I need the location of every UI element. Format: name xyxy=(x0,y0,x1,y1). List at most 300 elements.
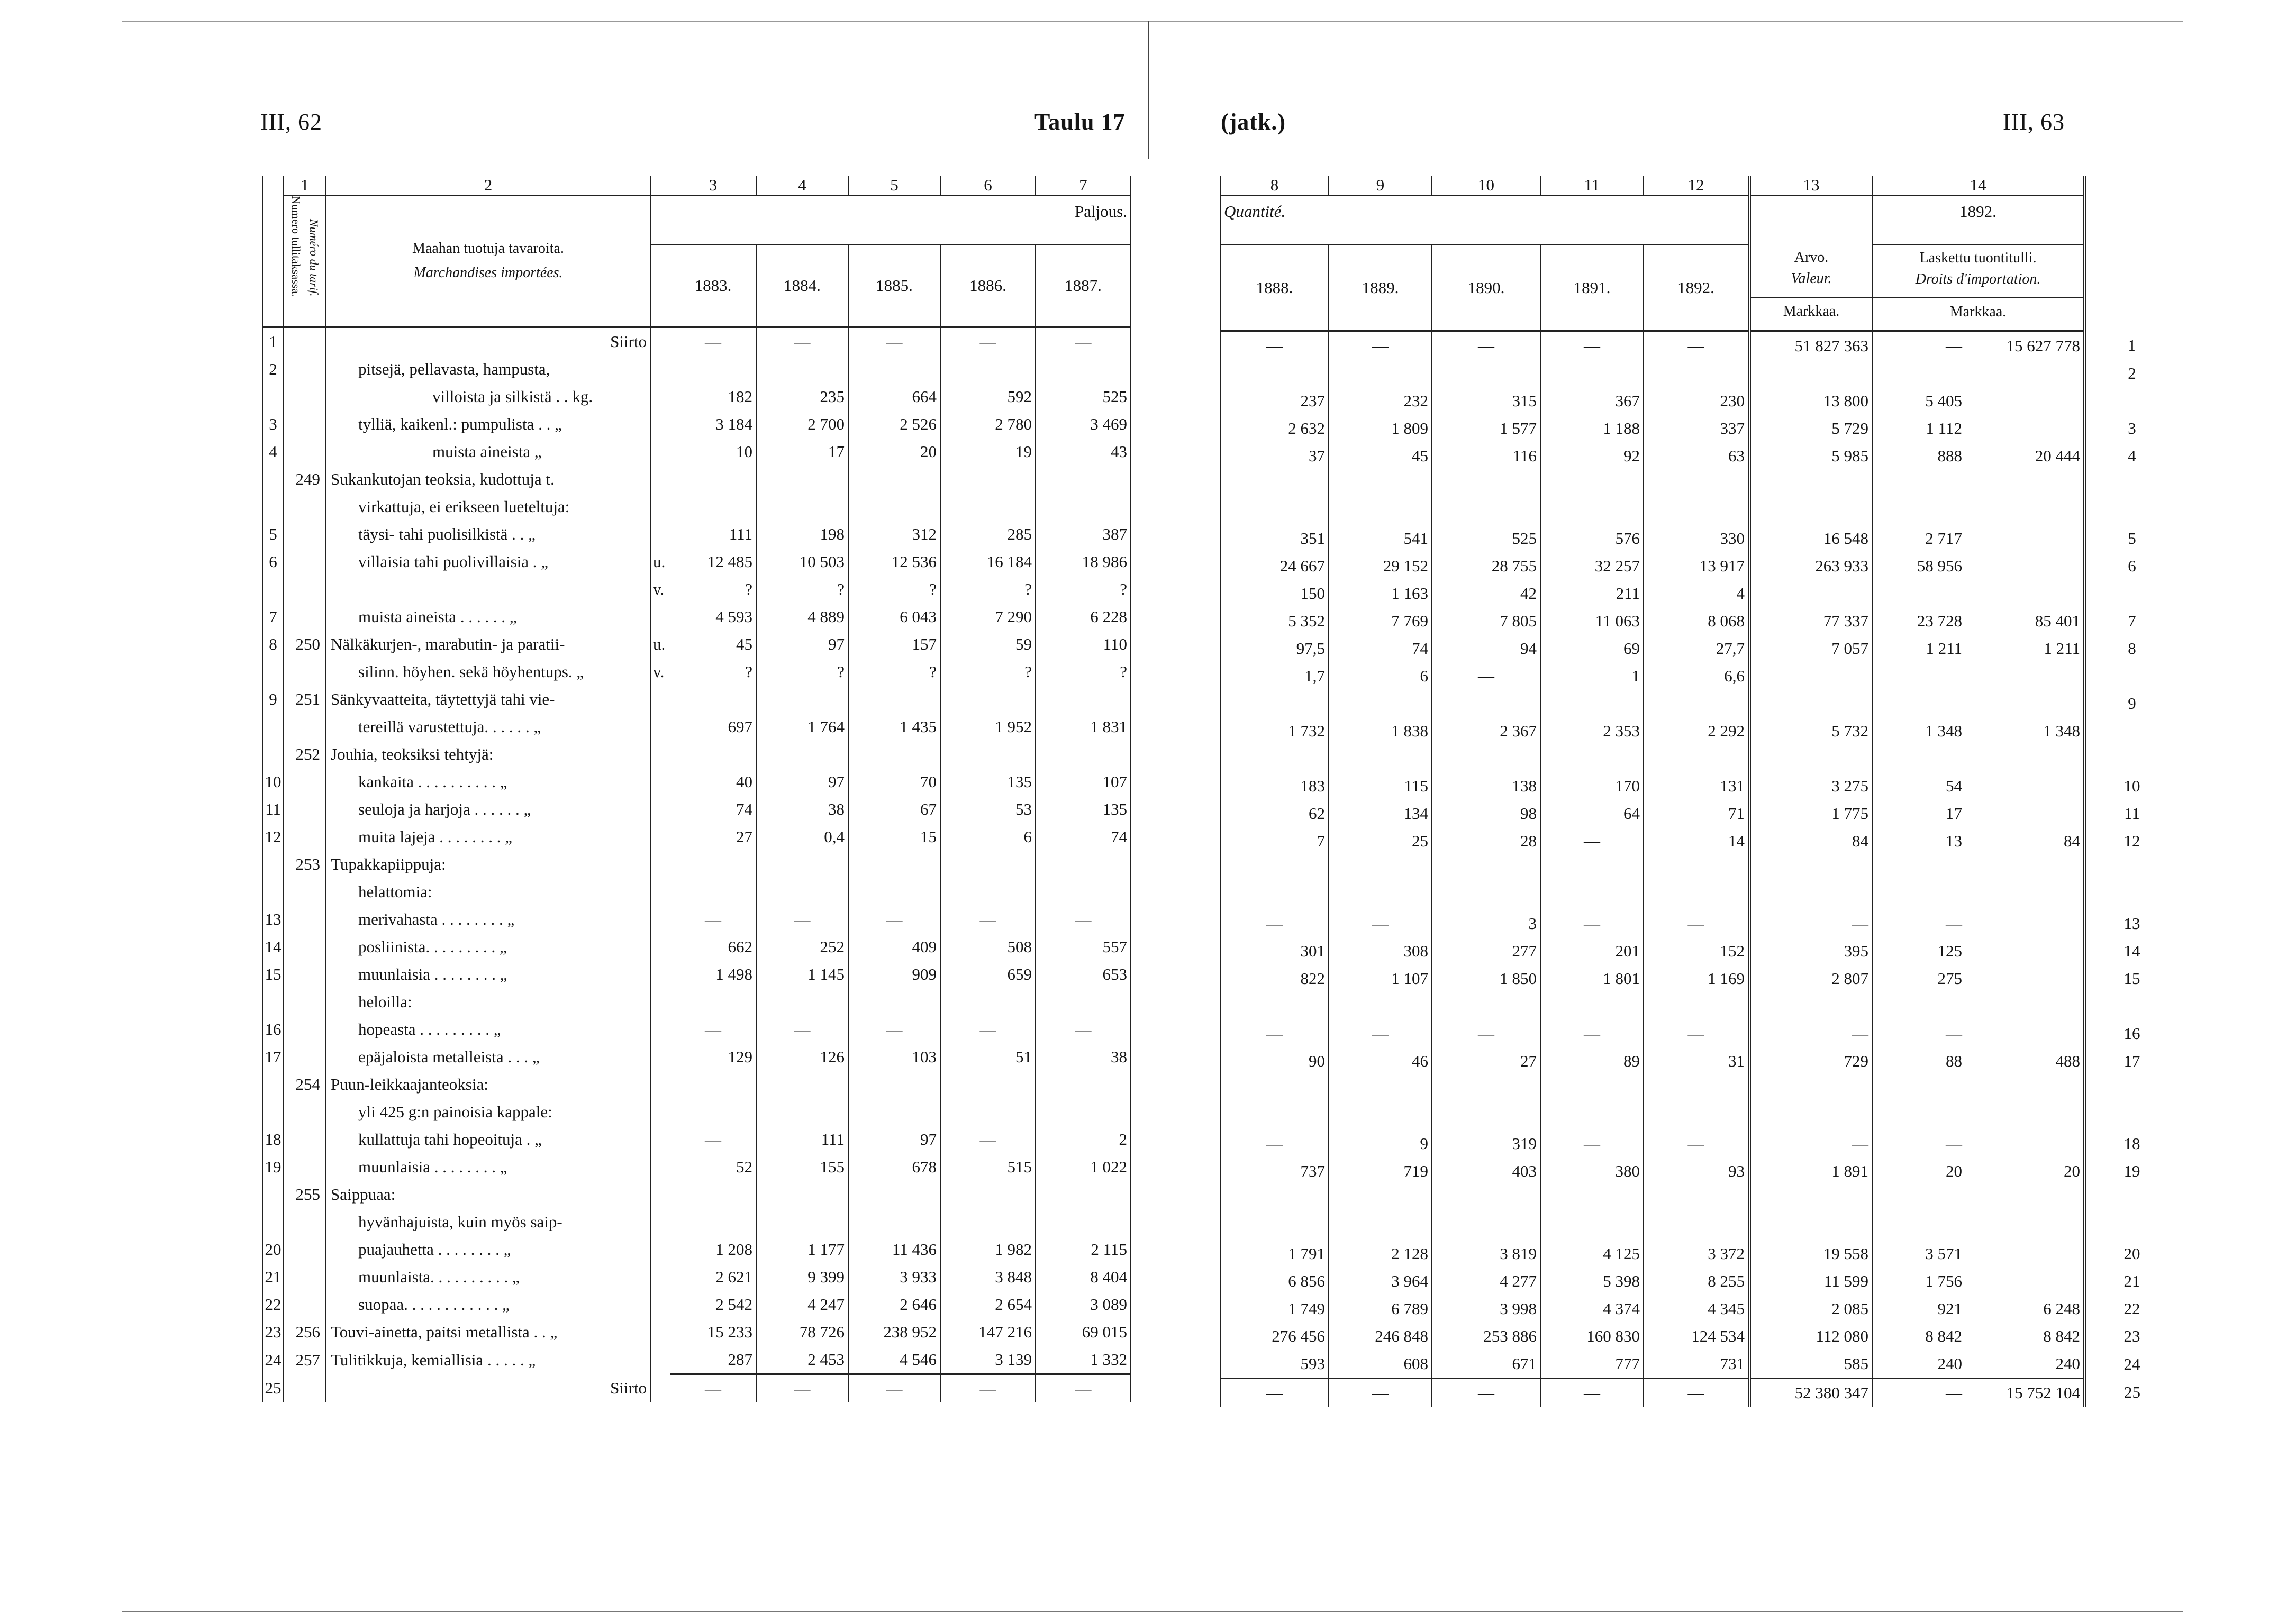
quantity-cell: 230 xyxy=(1644,387,1749,415)
row-number xyxy=(262,383,284,411)
unit-marker xyxy=(650,988,670,1016)
unit-marker xyxy=(650,686,670,713)
year-header: 1883. xyxy=(670,245,756,327)
quantity-cell: 9 xyxy=(1329,1130,1432,1158)
quantity-cell xyxy=(1036,466,1131,493)
quantity-cell: 15 233 xyxy=(670,1318,756,1346)
duty-total-cell xyxy=(1965,855,2085,882)
unit-marker xyxy=(650,823,670,851)
quantity-cell xyxy=(670,741,756,768)
tariff-number xyxy=(284,411,326,438)
item-description: Jouhia, teoksiksi tehtyjä: xyxy=(326,741,650,768)
quantity-header-fi: Paljous. xyxy=(650,195,1131,245)
unit-marker xyxy=(650,768,670,796)
quantity-cell: — xyxy=(1220,910,1329,937)
tariff-number xyxy=(284,906,326,933)
quantity-cell: 4 xyxy=(1644,580,1749,607)
quantity-cell: 678 xyxy=(848,1153,940,1181)
table-row xyxy=(1220,937,2178,965)
row-number: 3 xyxy=(2128,419,2136,438)
item-description: pitsejä, pellavasta, hampusta, xyxy=(326,356,650,383)
tariff-number xyxy=(284,327,326,356)
table-row xyxy=(262,933,1131,961)
quantity-cell: 319 xyxy=(1432,1130,1540,1158)
duty-cell: 888 xyxy=(1937,446,1962,465)
duty-total-cell: 240 xyxy=(1965,1350,2085,1379)
row-number: 18 xyxy=(262,1126,284,1153)
row-number xyxy=(262,658,284,686)
row-number xyxy=(262,878,284,906)
quantity-cell: 43 xyxy=(1036,438,1131,466)
value-header-fi: Arvo. xyxy=(1794,249,1829,266)
table-row xyxy=(262,466,1131,493)
quantity-cell: 27 xyxy=(1432,1047,1540,1075)
row-number: 4 xyxy=(262,438,284,466)
duty-cell: 125 xyxy=(1937,942,1962,960)
duty-cell xyxy=(1872,1102,1965,1130)
item-description: Touvi-ainetta, paitsi metallista . . „ xyxy=(326,1318,650,1346)
quantity-cell xyxy=(1540,497,1644,525)
quantity-cell: 69 015 xyxy=(1036,1318,1131,1346)
row-number: 18 xyxy=(2123,1134,2140,1153)
row-number xyxy=(2085,992,2178,1020)
quantity-cell xyxy=(1432,360,1540,387)
duty-cell xyxy=(1872,882,1965,910)
unit-marker xyxy=(650,933,670,961)
quantity-cell: 5 352 xyxy=(1220,607,1329,635)
item-description: Siirto xyxy=(326,1374,650,1403)
value-cell: 84 xyxy=(1749,827,1872,855)
duty-total-cell xyxy=(1965,882,2085,910)
quantity-cell: 6 xyxy=(1329,662,1432,690)
quantity-cell: — xyxy=(848,906,940,933)
quantity-cell: 157 xyxy=(848,631,940,658)
year-header: 1887. xyxy=(1036,245,1131,327)
quantity-cell xyxy=(670,466,756,493)
quantity-cell: 2 654 xyxy=(940,1291,1036,1318)
duty-cell: 1 112 xyxy=(1926,419,1962,438)
value-cell xyxy=(1749,1102,1872,1130)
row-number: 11 xyxy=(2124,804,2140,823)
quantity-cell: 40 xyxy=(670,768,756,796)
quantity-cell xyxy=(1432,745,1540,772)
top-rule xyxy=(1151,21,2183,22)
quantity-cell xyxy=(1036,686,1131,713)
row-number xyxy=(2085,882,2178,910)
row-number xyxy=(262,576,284,603)
value-cell xyxy=(1749,1185,1872,1213)
row-number: 2 xyxy=(262,356,284,383)
row-number: 8 xyxy=(2128,639,2136,658)
quantity-cell: 235 xyxy=(756,383,848,411)
quantity-cell: — xyxy=(940,327,1036,356)
quantity-cell: 74 xyxy=(1329,635,1432,662)
quantity-cell: 198 xyxy=(756,521,848,548)
quantity-cell xyxy=(670,493,756,521)
quantity-cell xyxy=(756,1071,848,1098)
quantity-cell xyxy=(1220,1213,1329,1240)
table-row xyxy=(262,878,1131,906)
quantity-cell: 1 791 xyxy=(1220,1240,1329,1268)
quantity-cell xyxy=(848,741,940,768)
col-number: 4 xyxy=(756,176,848,195)
quantity-cell: 89 xyxy=(1540,1047,1644,1075)
duty-cell: 23 728 xyxy=(1917,612,1962,630)
quantity-cell: 1 764 xyxy=(756,713,848,741)
quantity-cell: 1,7 xyxy=(1220,662,1329,690)
item-description: muunlaista. . . . . . . . . . „ xyxy=(326,1263,650,1291)
quantity-cell xyxy=(1540,360,1644,387)
table-row xyxy=(262,383,1131,411)
table-row xyxy=(1220,965,2178,992)
quantity-cell: 116 xyxy=(1432,442,1540,470)
quantity-cell: — xyxy=(1036,1016,1131,1043)
quantity-cell: 11 063 xyxy=(1540,607,1644,635)
table-row xyxy=(1220,992,2178,1020)
duty-header-fr: Droits d'importation. xyxy=(1915,271,2041,287)
quantity-cell: 2 353 xyxy=(1540,717,1644,745)
duty-cell xyxy=(1872,470,1965,497)
row-number: 16 xyxy=(2123,1024,2140,1043)
table-row xyxy=(262,851,1131,878)
quantity-cell: 4 889 xyxy=(756,603,848,631)
row-number: 20 xyxy=(2123,1244,2140,1263)
quantity-cell: — xyxy=(1036,327,1131,356)
table-row xyxy=(1220,525,2178,552)
duty-cell xyxy=(1872,360,1965,387)
value-cell xyxy=(1749,745,1872,772)
quantity-cell xyxy=(670,1181,756,1208)
value-cell: 11 599 xyxy=(1749,1268,1872,1295)
col-number: 3 xyxy=(670,176,756,195)
quantity-cell: 27 xyxy=(670,823,756,851)
quantity-cell: 3 372 xyxy=(1644,1240,1749,1268)
unit-marker xyxy=(650,1346,670,1374)
item-description: täysi- tahi puolisilkistä . . „ xyxy=(326,521,650,548)
quantity-cell xyxy=(848,851,940,878)
item-description: muita lajeja . . . . . . . . „ xyxy=(326,823,650,851)
year-header: 1889. xyxy=(1329,245,1432,331)
quantity-cell: 131 xyxy=(1644,772,1749,800)
value-cell: 77 337 xyxy=(1749,607,1872,635)
quantity-cell: 25 xyxy=(1329,827,1432,855)
value-cell: 2 085 xyxy=(1749,1295,1872,1323)
quantity-cell xyxy=(756,466,848,493)
duty-total-cell xyxy=(1965,992,2085,1020)
tariff-number xyxy=(284,603,326,631)
quantity-cell: — xyxy=(1220,1379,1329,1407)
col-number: 14 xyxy=(1872,176,2085,195)
quantity-cell: 253 886 xyxy=(1432,1323,1540,1350)
quantity-cell: 7 805 xyxy=(1432,607,1540,635)
table-row xyxy=(262,1043,1131,1071)
quantity-cell: 1 177 xyxy=(756,1236,848,1263)
table-row xyxy=(1220,607,2178,635)
value-cell: 729 xyxy=(1749,1047,1872,1075)
row-number: 17 xyxy=(262,1043,284,1071)
row-number xyxy=(262,466,284,493)
item-description: Saippuaa: xyxy=(326,1181,650,1208)
quantity-cell: 697 xyxy=(670,713,756,741)
row-number: 23 xyxy=(262,1318,284,1346)
value-cell xyxy=(1749,992,1872,1020)
quantity-cell: 3 998 xyxy=(1432,1295,1540,1323)
quantity-cell: 46 xyxy=(1329,1047,1432,1075)
quantity-cell xyxy=(1329,882,1432,910)
quantity-header-fr: Quantité. xyxy=(1220,195,1749,245)
quantity-cell: 2 632 xyxy=(1220,415,1329,442)
quantity-cell xyxy=(1644,1185,1749,1213)
quantity-cell: 777 xyxy=(1540,1350,1644,1379)
quantity-cell xyxy=(1036,1208,1131,1236)
duty-cell: 88 xyxy=(1946,1052,1962,1070)
quantity-cell xyxy=(1644,992,1749,1020)
table-row xyxy=(1220,387,2178,415)
tariff-number xyxy=(284,493,326,521)
tariff-number xyxy=(284,1263,326,1291)
col-number: 10 xyxy=(1432,176,1540,195)
table-row xyxy=(1220,1240,2178,1268)
tariff-number xyxy=(284,988,326,1016)
unit-marker xyxy=(650,851,670,878)
quantity-cell xyxy=(670,686,756,713)
quantity-cell: 380 xyxy=(1540,1158,1644,1185)
tariff-number xyxy=(284,713,326,741)
quantity-cell: — xyxy=(848,1374,940,1403)
quantity-cell: 3 089 xyxy=(1036,1291,1131,1318)
value-cell: 5 985 xyxy=(1749,442,1872,470)
table-row xyxy=(262,1346,1131,1374)
quantity-cell xyxy=(1644,690,1749,717)
item-description: muista aineista . . . . . . „ xyxy=(326,603,650,631)
quantity-cell xyxy=(1644,497,1749,525)
duty-total-cell xyxy=(1965,360,2085,387)
row-number xyxy=(262,988,284,1016)
table-row xyxy=(1220,552,2178,580)
quantity-cell: 387 xyxy=(1036,521,1131,548)
right-table xyxy=(1220,176,2179,1407)
row-number: 19 xyxy=(262,1153,284,1181)
quantity-cell: 737 xyxy=(1220,1158,1329,1185)
quantity-cell xyxy=(940,1098,1036,1126)
col-number: 12 xyxy=(1644,176,1749,195)
row-number xyxy=(262,1181,284,1208)
row-number: 6 xyxy=(262,548,284,576)
duty-cell xyxy=(1872,690,1965,717)
row-number xyxy=(2085,497,2178,525)
value-cell: 585 xyxy=(1749,1350,1872,1379)
unit-marker: v. xyxy=(653,662,665,681)
item-description: muista aineista „ xyxy=(326,438,650,466)
duty-cell xyxy=(1872,1075,1965,1102)
quantity-cell: ? xyxy=(848,658,940,686)
unit-marker xyxy=(650,1318,670,1346)
row-number: 4 xyxy=(2128,446,2136,465)
table-row xyxy=(1220,470,2178,497)
row-number: 13 xyxy=(262,906,284,933)
quantity-cell xyxy=(1432,690,1540,717)
quantity-cell: 38 xyxy=(1036,1043,1131,1071)
row-number: 6 xyxy=(2128,557,2136,575)
duty-total-cell: 6 248 xyxy=(1965,1295,2085,1323)
table-row xyxy=(262,356,1131,383)
quantity-cell xyxy=(1036,1071,1131,1098)
unit-marker xyxy=(650,521,670,548)
duty-cell xyxy=(1872,855,1965,882)
quantity-cell: 111 xyxy=(670,521,756,548)
row-number xyxy=(2085,662,2178,690)
quantity-cell xyxy=(1432,855,1540,882)
quantity-cell: 74 xyxy=(670,796,756,823)
quantity-cell xyxy=(756,988,848,1016)
quantity-cell: 28 xyxy=(1432,827,1540,855)
quantity-cell xyxy=(1036,1181,1131,1208)
value-cell xyxy=(1749,580,1872,607)
row-number: 25 xyxy=(2124,1383,2141,1402)
table-row xyxy=(1220,635,2178,662)
unit-marker xyxy=(650,1043,670,1071)
table-row xyxy=(262,576,1131,603)
quantity-cell: 0,4 xyxy=(756,823,848,851)
duty-cell: 1 756 xyxy=(1925,1272,1962,1290)
quantity-cell: 1 107 xyxy=(1329,965,1432,992)
duty-total-cell xyxy=(1965,1240,2085,1268)
quantity-cell: 129 xyxy=(670,1043,756,1071)
duty-cell: 5 405 xyxy=(1925,391,1962,410)
table-row xyxy=(1220,772,2178,800)
quantity-cell xyxy=(1540,992,1644,1020)
row-number: 5 xyxy=(2128,529,2136,548)
quantity-cell: — xyxy=(1432,331,1540,360)
duty-cell: 3 571 xyxy=(1925,1244,1962,1263)
quantity-cell xyxy=(1644,360,1749,387)
quantity-cell xyxy=(1432,1213,1540,1240)
row-number: 24 xyxy=(2123,1354,2140,1373)
tariff-number: 256 xyxy=(284,1318,326,1346)
value-cell: 263 933 xyxy=(1749,552,1872,580)
tariff-number: 250 xyxy=(284,631,326,658)
quantity-cell: 7 xyxy=(1220,827,1329,855)
bottom-rule xyxy=(122,1611,1151,1612)
table-row xyxy=(262,1181,1131,1208)
row-number: 19 xyxy=(2123,1162,2140,1180)
tariff-number: 249 xyxy=(284,466,326,493)
duty-total-cell: 15 752 104 xyxy=(1965,1379,2085,1407)
duty-cell: 1 211 xyxy=(1926,639,1962,658)
quantity-cell: — xyxy=(1540,910,1644,937)
quantity-cell: 2 700 xyxy=(756,411,848,438)
unit-marker xyxy=(650,713,670,741)
quantity-cell xyxy=(1329,497,1432,525)
tariff-number xyxy=(284,1153,326,1181)
quantity-cell: 4 374 xyxy=(1540,1295,1644,1323)
duty-cell xyxy=(1872,1185,1965,1213)
tariff-number xyxy=(284,548,326,576)
unit-marker xyxy=(650,1374,670,1403)
quantity-cell: 24 667 xyxy=(1220,552,1329,580)
quantity-cell: 115 xyxy=(1329,772,1432,800)
quantity-cell xyxy=(1540,1213,1644,1240)
item-description: Siirto xyxy=(326,327,650,356)
table-row xyxy=(1220,1075,2178,1102)
quantity-cell xyxy=(1644,1075,1749,1102)
tariff-number xyxy=(284,823,326,851)
quantity-cell xyxy=(1540,1102,1644,1130)
item-description: suopaa. . . . . . . . . . . . „ xyxy=(326,1291,650,1318)
duty-cell: — xyxy=(1946,914,1962,933)
col-number: 13 xyxy=(1749,176,1872,195)
quantity-cell xyxy=(670,1071,756,1098)
quantity-cell: 308 xyxy=(1329,937,1432,965)
quantity-cell: 277 xyxy=(1432,937,1540,965)
tariff-number xyxy=(284,1374,326,1403)
row-number: 1 xyxy=(2128,336,2136,354)
quantity-cell: 78 726 xyxy=(756,1318,848,1346)
item-description: yli 425 g:n painoisia kappale: xyxy=(326,1098,650,1126)
quantity-cell: 16 184 xyxy=(940,548,1036,576)
unit-marker xyxy=(650,906,670,933)
quantity-cell: 403 xyxy=(1432,1158,1540,1185)
quantity-cell: 1 732 xyxy=(1220,717,1329,745)
quantity-cell xyxy=(1644,1213,1749,1240)
table-row xyxy=(1220,1213,2178,1240)
col-number: 6 xyxy=(940,176,1036,195)
quantity-cell: 1 208 xyxy=(670,1236,756,1263)
col-number: 11 xyxy=(1540,176,1644,195)
table-row xyxy=(262,1098,1131,1126)
value-cell: 5 729 xyxy=(1749,415,1872,442)
unit-marker: v. xyxy=(653,580,665,598)
quantity-cell: 6 789 xyxy=(1329,1295,1432,1323)
row-number xyxy=(262,851,284,878)
tariff-number xyxy=(284,521,326,548)
table-row xyxy=(262,521,1131,548)
quantity-cell: 28 755 xyxy=(1432,552,1540,580)
row-number: 12 xyxy=(2123,832,2140,850)
quantity-cell xyxy=(1036,878,1131,906)
table-row xyxy=(262,493,1131,521)
duty-cell: 240 xyxy=(1937,1354,1962,1373)
quantity-cell: 17 xyxy=(756,438,848,466)
quantity-cell xyxy=(1036,1098,1131,1126)
row-number: 22 xyxy=(262,1291,284,1318)
table-row xyxy=(1220,1020,2178,1047)
table-title: Taulu 17 xyxy=(1034,109,1126,135)
value-cell: 3 275 xyxy=(1749,772,1872,800)
quantity-cell: ? xyxy=(670,658,756,686)
table-row xyxy=(262,1016,1131,1043)
quantity-cell xyxy=(756,851,848,878)
quantity-cell: — xyxy=(1329,1020,1432,1047)
table-row xyxy=(262,741,1131,768)
item-description: Puun-leikkaajanteoksia: xyxy=(326,1071,650,1098)
row-number xyxy=(262,1208,284,1236)
duty-cell: 921 xyxy=(1937,1299,1962,1318)
item-description: puajauhetta . . . . . . . . „ xyxy=(326,1236,650,1263)
quantity-cell: 138 xyxy=(1432,772,1540,800)
quantity-cell: — xyxy=(756,906,848,933)
quantity-cell xyxy=(1220,1075,1329,1102)
quantity-cell: 18 986 xyxy=(1036,548,1131,576)
quantity-cell xyxy=(848,493,940,521)
quantity-cell: 27,7 xyxy=(1644,635,1749,662)
row-number: 7 xyxy=(2128,612,2136,630)
quantity-cell: 351 xyxy=(1220,525,1329,552)
quantity-cell: 3 469 xyxy=(1036,411,1131,438)
quantity-cell: — xyxy=(1432,662,1540,690)
quantity-cell: 2 646 xyxy=(848,1291,940,1318)
value-cell: 52 380 347 xyxy=(1749,1379,1872,1407)
